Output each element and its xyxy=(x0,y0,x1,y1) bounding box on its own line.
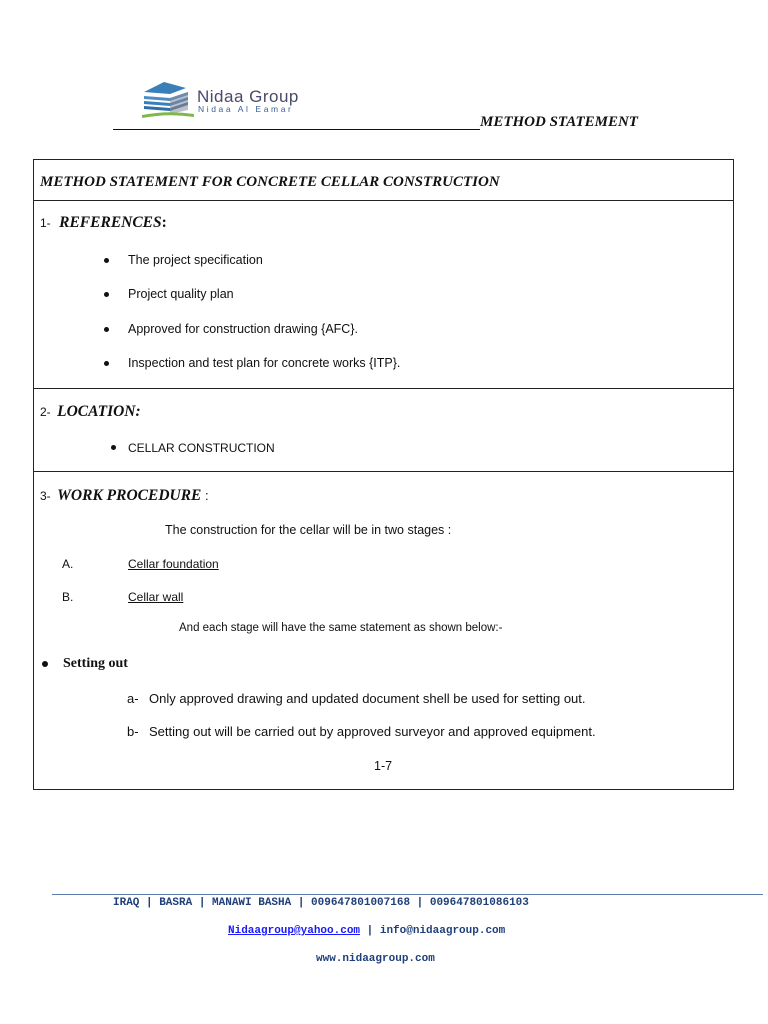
stage-letter: A. xyxy=(62,557,74,571)
procedure-note: And each stage will have the same statement as shown below:- xyxy=(179,622,503,634)
section-heading: LOCATION: xyxy=(57,403,141,420)
setting-out-item: Setting out will be carried out by approved surveyor and approved equipment. xyxy=(149,724,596,739)
header-rule xyxy=(113,129,480,130)
section-work-procedure-heading xyxy=(40,487,209,505)
section-references-heading xyxy=(40,214,167,232)
list-item: Inspection and test plan for concrete works {ITP}. xyxy=(128,356,401,370)
footer-website[interactable]: www.nidaagroup.com xyxy=(316,953,435,965)
bullet-icon xyxy=(111,445,116,450)
doc-type-heading: METHOD STATEMENT xyxy=(480,114,638,130)
bullet-icon xyxy=(104,361,109,366)
logo-name: Nidaa Group xyxy=(197,87,299,106)
email-link-yahoo[interactable]: Nidaagroup@yahoo.com xyxy=(228,925,361,937)
item-letter: a- xyxy=(127,691,139,706)
section-heading-suffix: : xyxy=(201,488,209,503)
section-number: 1- xyxy=(40,216,51,230)
list-item: The project specification xyxy=(128,253,263,267)
building-logo-icon xyxy=(140,78,196,120)
logo-subtitle: Nidaa Al Eamar xyxy=(198,104,294,114)
footer-emails xyxy=(228,925,505,937)
document-title: METHOD STATEMENT FOR CONCRETE CELLAR CONSTRUCTION xyxy=(40,174,500,190)
section-heading-suffix: : xyxy=(161,214,167,231)
divider xyxy=(33,471,734,472)
setting-out-item: Only approved drawing and updated document shell be used for setting out. xyxy=(149,691,586,706)
divider xyxy=(33,388,734,389)
subsection-heading: Setting out xyxy=(63,656,128,671)
section-number: 3- xyxy=(40,489,51,503)
footer-address: IRAQ | BASRA | MANAWI BASHA | 009647801007168 | 009647801086103 xyxy=(113,897,529,909)
footer-rule xyxy=(52,894,763,895)
list-item: Project quality plan xyxy=(128,287,234,301)
company-logo xyxy=(140,78,196,120)
section-number: 2- xyxy=(40,405,51,419)
bullet-icon xyxy=(104,327,109,332)
bullet-icon xyxy=(42,661,48,667)
bullet-icon xyxy=(104,258,109,263)
procedure-intro: The construction for the cellar will be in two stages : xyxy=(165,523,452,537)
section-heading: REFERENCES xyxy=(59,214,162,231)
item-letter: b- xyxy=(127,724,139,739)
stage-letter: B. xyxy=(62,590,74,604)
bullet-icon xyxy=(104,292,109,297)
page-number: 1-7 xyxy=(374,759,393,773)
footer-separator: | xyxy=(360,925,380,937)
section-location-heading xyxy=(40,403,141,421)
divider xyxy=(33,200,734,201)
stage-label: Cellar wall xyxy=(128,590,184,604)
list-item: Approved for construction drawing {AFC}. xyxy=(128,322,358,336)
list-item: CELLAR CONSTRUCTION xyxy=(128,441,275,455)
stage-label: Cellar foundation xyxy=(128,557,219,571)
section-heading: WORK PROCEDURE xyxy=(57,487,202,504)
email-info[interactable]: info@nidaagroup.com xyxy=(379,925,506,937)
